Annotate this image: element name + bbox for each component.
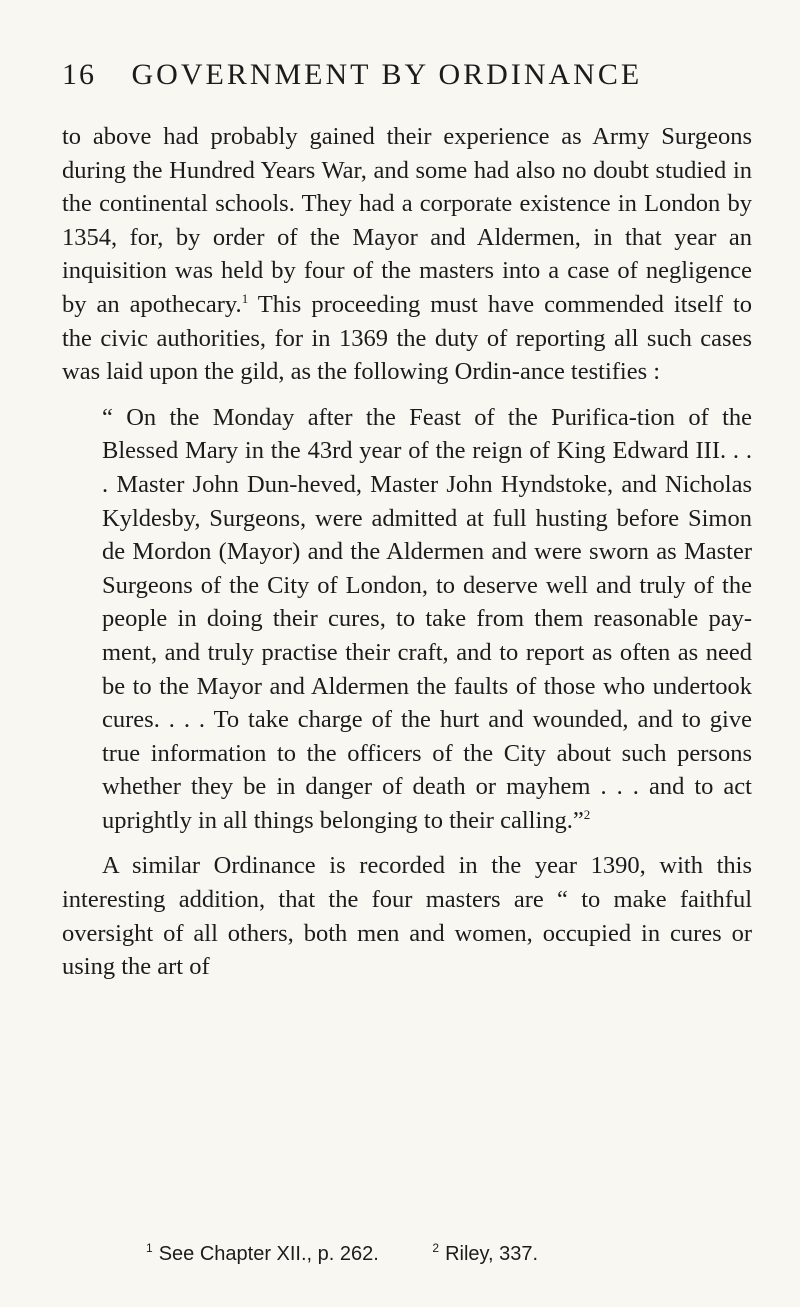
footnote-ref-2: 2	[583, 806, 591, 822]
page-number: 16	[62, 58, 96, 91]
paragraph-1-text-b: This proceeding must have commended itself to the civic authorities, for in 1369 the duty of reporting all such cases was laid upon the gild, as the following Ordin-ance testifies :	[62, 290, 753, 386]
paragraph-3	[62, 849, 752, 983]
footnote-1-text: See Chapter XII., p. 262.	[158, 1243, 379, 1265]
footnote-2	[432, 1241, 538, 1266]
paragraph-3-text: A similar Ordinance is recorded in the year 1390, with this interesting addition, that the four masters are “ to make faithful oversight of all others, both men and women, occupied in cures or using the art of	[62, 852, 752, 981]
footnote-1-mark: 1	[146, 1241, 153, 1255]
footnote-ref-1: 1	[241, 290, 249, 306]
ordinance-quote	[62, 401, 752, 838]
book-page	[62, 0, 762, 1307]
body-text	[62, 120, 752, 984]
running-title: GOVERNMENT BY ORDINANCE	[131, 58, 643, 91]
paragraph-1-text-a: to above had probably gained their experience as Army Surgeons during the Hundred Years War, and some had also no doubt studied in the continental schools. They had a corporate existence in London by 1354, for, by order of the Mayor and Aldermen, in that year an inquisition was held by four of the masters into a case of negligence by an apothecary.	[62, 123, 752, 318]
running-head	[62, 58, 762, 98]
footnote-2-text: Riley, 337.	[445, 1243, 539, 1265]
footnote-1	[146, 1241, 379, 1266]
paragraph-1	[62, 120, 752, 389]
footnote-2-mark: 2	[432, 1241, 440, 1255]
footnotes	[146, 1241, 746, 1266]
ordinance-quote-text: “ On the Monday after the Feast of the Purifica-tion of the Blessed Mary in the 43rd year of the reign of King Edward III. . . . Master John Dun-heved, Master John Hyndstoke, and Nicholas Kyldesby, Surgeons, were admitted at full husting before Simon de Mordon (Mayor) and the Aldermen and were sworn as Master Surgeons of the City of London, to deserve well and truly of the people in doing their cures, to take from them reasonable pay-ment, and truly practise their craft, and to report as often as need be to the Mayor and Aldermen the faults of those who undertook cures. . . . To take charge of the hurt and wounded, and to give true information to the officers of the City about such persons whether they be in danger of death or mayhem . . . and to act uprightly in all things belonging to their calling.”	[102, 403, 752, 834]
